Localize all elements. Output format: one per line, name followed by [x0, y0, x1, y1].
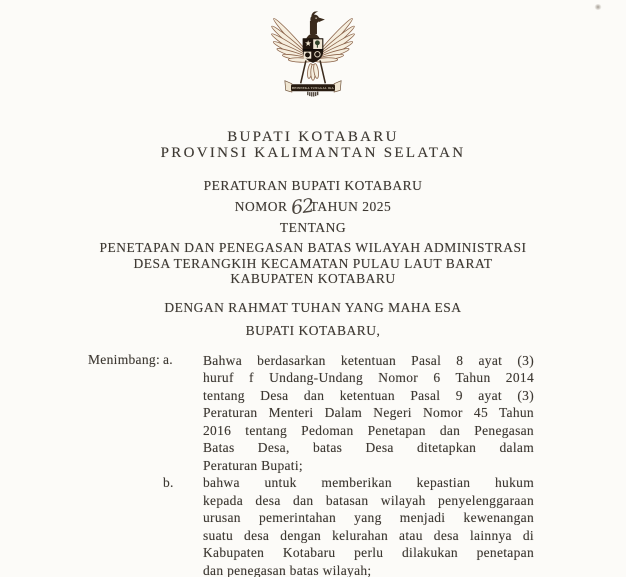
- subject-title-line-3: KABUPATEN KOTABARU: [230, 271, 396, 287]
- regulation-number-line: [0, 196, 626, 218]
- number-label: NOMOR: [234, 199, 288, 214]
- handwritten-number: 62: [289, 194, 314, 220]
- body-line: suatu desa dengan kelurahan atau desa lainnya di: [203, 527, 534, 543]
- body-line: bahwa untuk memberikan kepastian hukum: [203, 475, 534, 490]
- body-line: tentang Desa dan ketentuan Pasal 9 ayat (3): [203, 387, 534, 403]
- body-line: Kabupaten Kotabaru perlu dilakukan penetapan: [203, 545, 534, 560]
- item-letter-a: a.: [163, 352, 173, 367]
- letterhead-office: BUPATI KOTABARU: [227, 129, 399, 145]
- body-line: Batas Desa, batas Desa ditetapkan dalam: [203, 440, 534, 455]
- scan-artifact-speck: [594, 4, 602, 10]
- menimbang-colon: :: [156, 352, 161, 367]
- item-letter-b: b.: [163, 474, 174, 490]
- body-line: huruf f Undang-Undang Nomor 6 Tahun 2014: [203, 370, 534, 385]
- body-line: Peraturan Menteri Dalam Negeri Nomor 45 Tahun: [203, 405, 534, 420]
- subject-title-line-2: DESA TERANGKIH KECAMATAN PULAU LAUT BARAT: [133, 255, 493, 271]
- invocation-line: DENGAN RAHMAT TUHAN YANG MAHA ESA: [164, 300, 462, 315]
- body-line: Peraturan Bupati;: [203, 457, 303, 473]
- body-line: dan penegasan batas wilayah;: [203, 562, 372, 577]
- letterhead-province: PROVINSI KALIMANTAN SELATAN: [160, 145, 466, 161]
- body-line: kepada desa dan batasan wilayah penyelenggaraan: [203, 492, 534, 508]
- menimbang-label: Menimbang: [88, 352, 156, 367]
- body-line: 2016 tentang Pedoman Penetapan dan Penegasan: [203, 422, 534, 438]
- emblem-ribbon-motto: BHINNEKA TUNGGAL IKA: [291, 86, 335, 91]
- subject-title-line-1: PENETAPAN DAN PENEGASAN BATAS WILAYAH ADMINISTRASI: [99, 240, 527, 255]
- garuda-pancasila-emblem: [269, 5, 357, 120]
- issuer-line: BUPATI KOTABARU,: [245, 323, 381, 338]
- doc-type-title: PERATURAN BUPATI KOTABARU: [203, 178, 423, 193]
- consideration-item-b: [203, 474, 534, 577]
- about-label: TENTANG: [279, 220, 347, 235]
- year-label: TAHUN 2025: [309, 199, 392, 214]
- regulation-subject-title: [0, 240, 626, 287]
- body-line: Bahwa berdasarkan ketentuan Pasal 8 ayat (3): [203, 352, 534, 368]
- body-line: urusan pemerintahan yang menjadi kewenangan: [203, 510, 534, 525]
- consideration-item-a: [203, 352, 534, 475]
